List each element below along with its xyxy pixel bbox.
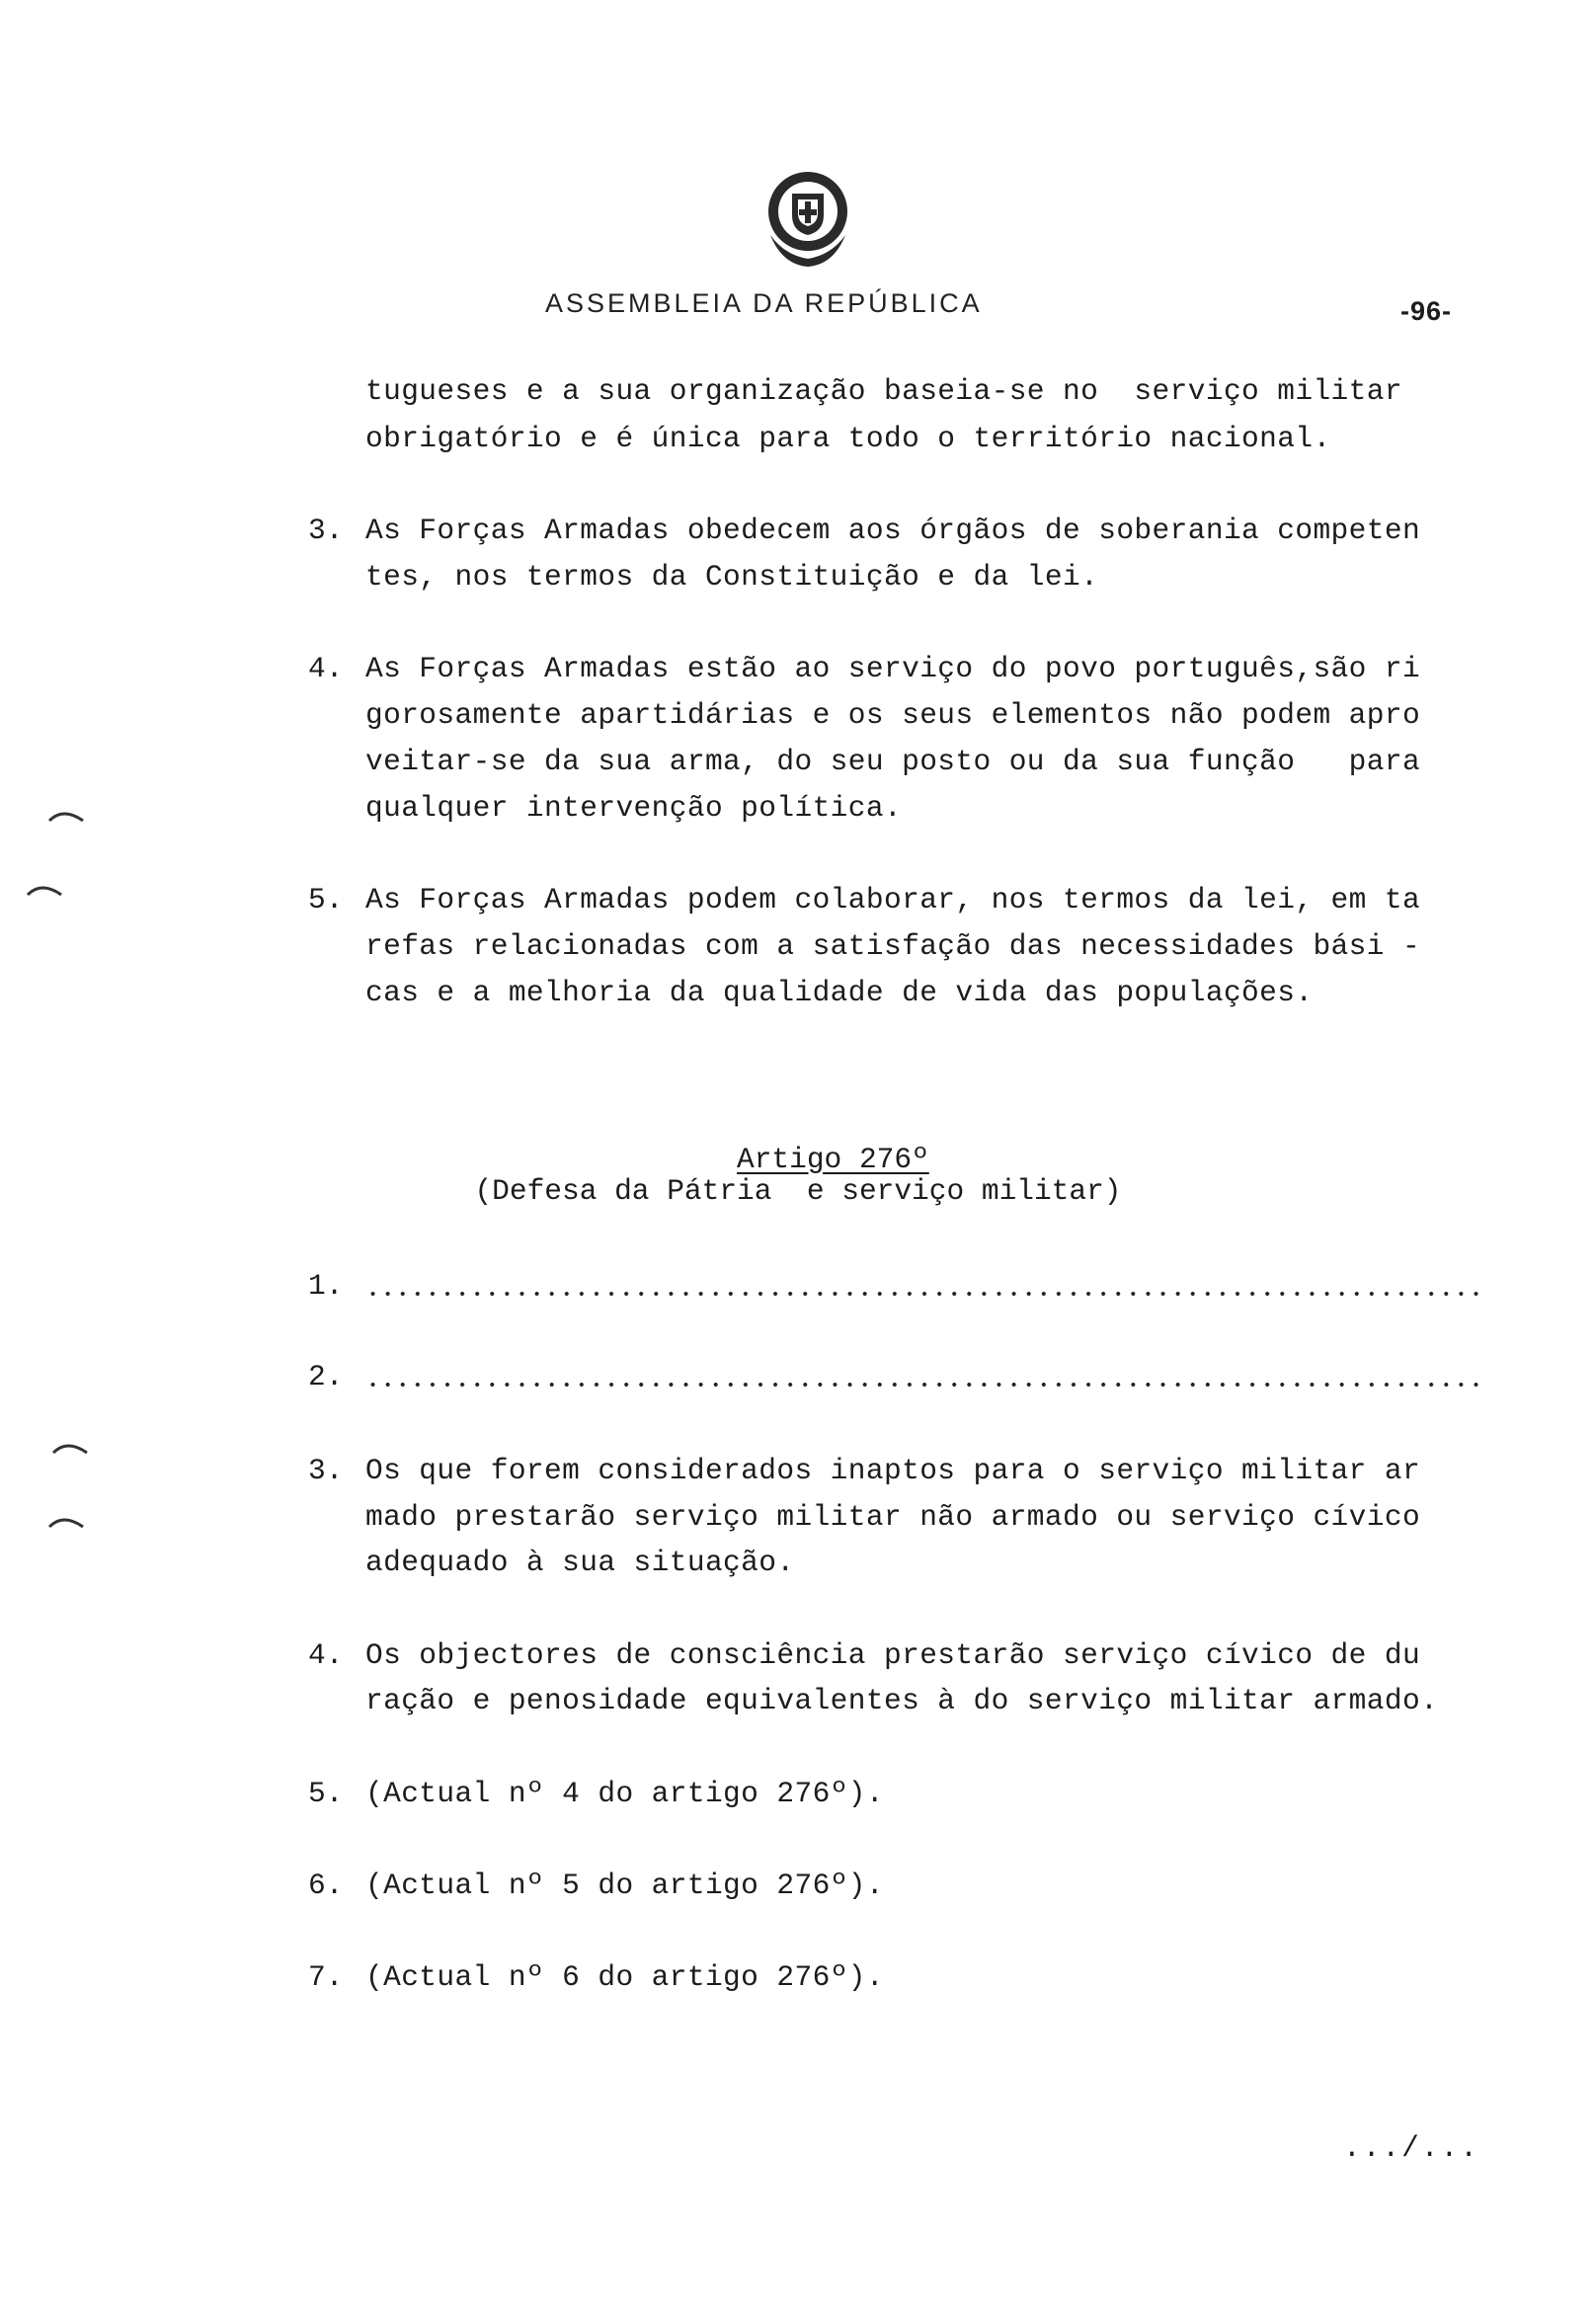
item-number: 5. [308,883,344,916]
dotted-placeholder-line [365,1291,1481,1297]
item-number: 6. [308,1869,344,1902]
item-line: As Forças Armadas estão ao serviço do povo português,são ri [365,652,1421,685]
intro-line: obrigatório e é única para todo o território nacional. [365,422,1331,455]
item-line: (Actual nº 5 do artigo 276º). [365,1869,884,1902]
item-number: 4. [308,1638,344,1672]
item-line: refas relacionadas com a satisfação das necessidades bási - [365,929,1421,963]
item-number: 4. [308,652,344,685]
item-line: cas e a melhoria da qualidade de vida das populações. [365,976,1314,1009]
item-line: ração e penosidade equivalentes à do serviço militar armado. [365,1684,1439,1717]
dotted-placeholder-line [365,1382,1481,1388]
item-number: 1. [308,1269,344,1303]
intro-line: tugueses e a sua organização baseia-se no serviço militar [365,374,1402,408]
item-line: (Actual nº 4 do artigo 276º). [365,1777,884,1810]
margin-mark [26,879,65,899]
item-line: (Actual nº 6 do artigo 276º). [365,1960,884,1994]
margin-mark [47,805,87,825]
item-number: 3. [308,1454,344,1487]
header-title: ASSEMBLEIA DA REPÚBLICA [545,288,983,318]
margin-mark [51,1437,91,1457]
item-number: 2. [308,1360,344,1393]
margin-mark [47,1511,87,1531]
coat-of-arms-emblem [760,166,855,269]
item-number: 5. [308,1777,344,1810]
item-line: veitar-se da sua arma, do seu posto ou da sua função para [365,745,1421,778]
item-line: adequado à sua situação. [365,1546,795,1579]
item-line: Os que forem considerados inaptos para o serviço militar ar [365,1454,1421,1487]
item-line: mado prestarão serviço militar não armado ou serviço cívico [365,1500,1421,1534]
item-line: qualquer intervenção política. [365,791,903,825]
article-heading: Artigo 276º [737,1142,929,1176]
article-subtitle: (Defesa da Pátria e serviço militar) [474,1174,1122,1208]
continuation-marker: .../... [1343,2131,1479,2165]
item-line: As Forças Armadas podem colaborar, nos termos da lei, em ta [365,883,1421,916]
item-line: tes, nos termos da Constituição e da lei. [365,560,1099,594]
item-line: gorosamente apartidárias e os seus elementos não podem apro [365,698,1421,732]
item-line: As Forças Armadas obedecem aos órgãos de soberania competen [365,514,1421,547]
item-line: Os objectores de consciência prestarão serviço cívico de du [365,1638,1421,1672]
item-number: 3. [308,514,344,547]
page-number: -96- [1400,296,1453,326]
item-number: 7. [308,1960,344,1994]
